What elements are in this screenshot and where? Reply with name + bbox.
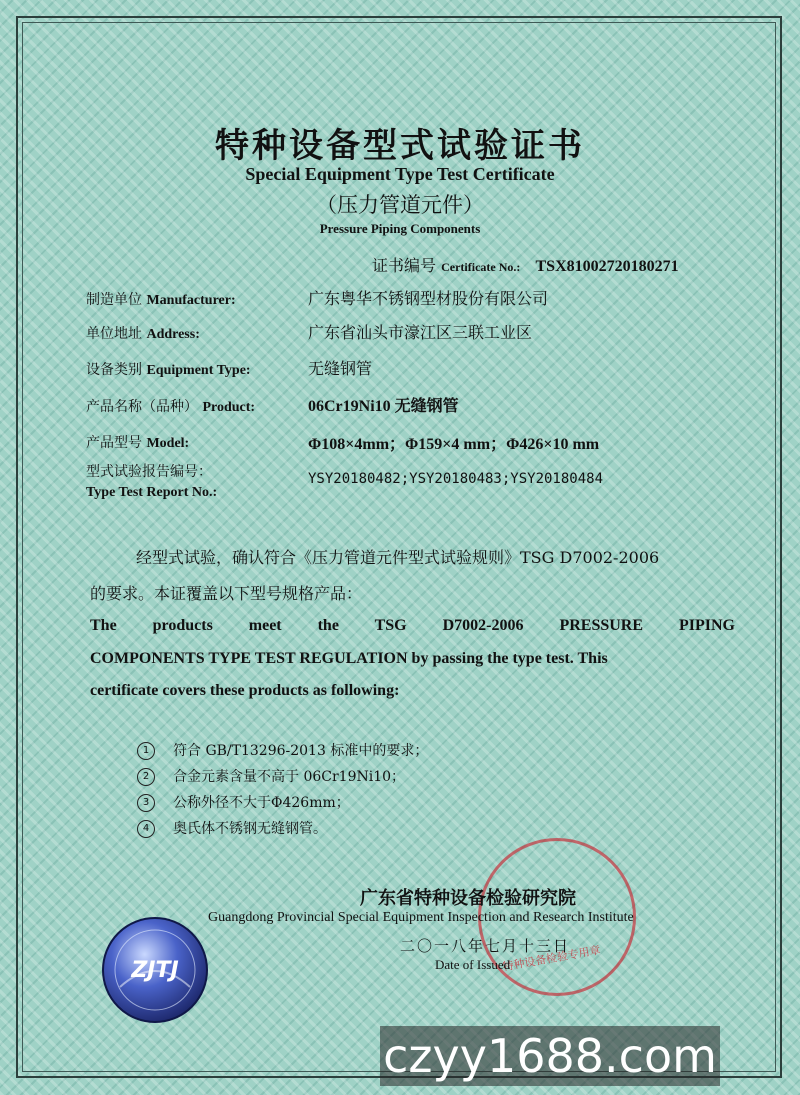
subtitle-en: Pressure Piping Components (319, 221, 481, 236)
subtitle-cn: （压力管道元件） (316, 193, 484, 217)
list-item-text: 合金元素含量不高于 06Cr19Ni10； (173, 769, 406, 785)
field-label-en: Equipment Type: (146, 363, 251, 378)
field-label-product (86, 396, 255, 416)
certificate-label-cn: 证书编号 (372, 256, 437, 275)
field-label-equipment-type (86, 359, 251, 379)
title-en: Special Equipment Type Test Certificate (245, 164, 555, 184)
field-label-cn: 产品型号 (86, 435, 142, 451)
field-label-model (86, 432, 189, 452)
field-label-report-no (86, 462, 217, 503)
field-value-model: Φ108×4mm；Φ159×4 mm；Φ426×10 mm (308, 436, 600, 453)
field-label-cn: 设备类别 (86, 362, 142, 378)
list-item-text: 符合 GB/T13296-2013 标准中的要求； (173, 743, 429, 759)
certificate-label-en: Certificate No.: (441, 260, 521, 274)
list-item-text: 奥氏体不锈钢无缝钢管。 (173, 821, 327, 837)
issuer-name-en: Guangdong Provincial Special Equipment Inspection and Research Institute (208, 910, 634, 925)
list-item (137, 740, 428, 760)
statement-en-line-3: certificate covers these products as following: (90, 682, 400, 699)
field-label-address (86, 323, 200, 343)
title-cn: 特种设备型式试验证书 (215, 126, 585, 166)
number-circle-icon: 1 (137, 742, 155, 760)
issue-date-cn: 二〇一八年七月十三日 (400, 937, 571, 955)
field-label-cn: 制造单位 (86, 292, 142, 308)
field-label-en: Model: (146, 436, 190, 451)
list-item (137, 818, 327, 838)
statement-cn-line-1: 经型式试验，确认符合《压力管道元件型式试验规则》TSG D7002-2006 (136, 548, 660, 567)
field-value-address: 广东省汕头市濠江区三联工业区 (308, 323, 533, 342)
field-label-manufacturer (86, 289, 236, 309)
field-label-cn: 产品名称（品种） (86, 399, 198, 415)
hologram-seal-icon (100, 915, 210, 1025)
list-item (137, 792, 350, 812)
field-label-en: Manufacturer: (146, 293, 236, 308)
statement-en-line-2: COMPONENTS TYPE TEST REGULATION by passing the type test. This (90, 650, 608, 667)
seal-text: 特种设备检验专用章 (501, 943, 602, 974)
field-label-cn: 型式试验报告编号： (86, 464, 212, 480)
issuer-name-cn: 广东省特种设备检验研究院 (360, 888, 576, 909)
watermark-text: czyy1688.com (380, 1026, 720, 1086)
certificate-number: TSX81002720180271 (535, 258, 679, 275)
number-circle-icon: 2 (137, 768, 155, 786)
certificate-number-row (372, 253, 679, 276)
number-circle-icon: 4 (137, 820, 155, 838)
statement-cn-line-2: 的要求。本证覆盖以下型号规格产品： (90, 584, 363, 603)
issue-date-label: Date of Issued (435, 957, 511, 972)
field-label-en: Type Test Report No.: (86, 485, 218, 500)
hologram-logo-text: ZJTJ (131, 958, 179, 983)
field-value-product: 06Cr19Ni10 无缝钢管 (308, 398, 459, 415)
list-item (137, 766, 405, 786)
field-label-en: Address: (146, 327, 200, 342)
field-label-en: Product: (202, 400, 256, 415)
field-value-equipment-type: 无缝钢管 (308, 359, 373, 378)
field-value-report-no: YSY20180482;YSY20180483;YSY20180484 (308, 471, 604, 487)
number-circle-icon: 3 (137, 794, 155, 812)
field-label-cn: 单位地址 (86, 326, 142, 342)
field-value-manufacturer: 广东粤华不锈钢型材股份有限公司 (308, 289, 549, 308)
statement-en-line-1: The products meet the TSG D7002-2006 PRESSURE PIPING (90, 617, 735, 634)
list-item-text: 公称外径不大于Φ426mm； (173, 795, 350, 811)
